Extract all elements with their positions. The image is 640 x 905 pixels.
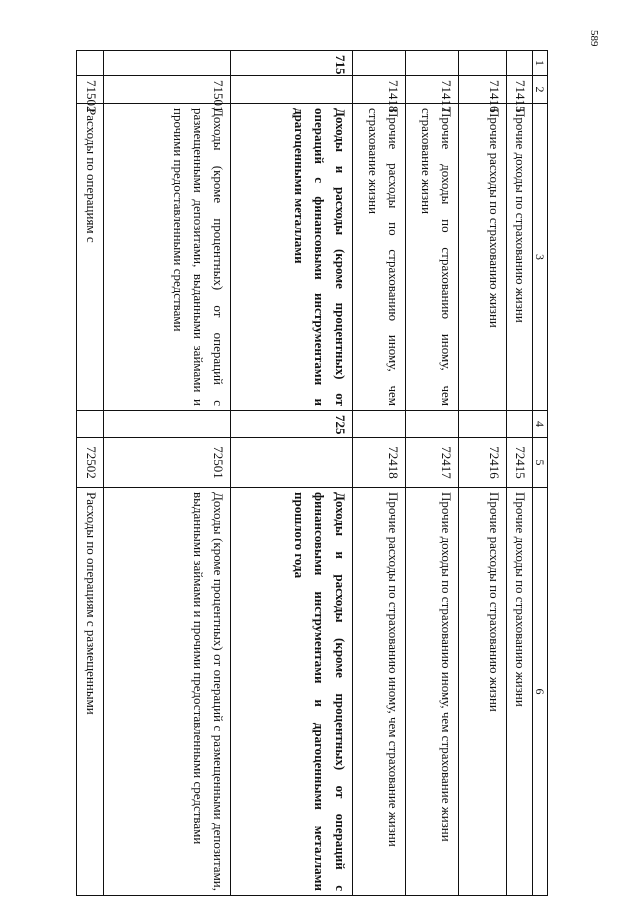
accounts-table: [76, 50, 548, 896]
section-code: 715: [231, 51, 352, 76]
account-name: Прочие расходы по страхованию жизни: [459, 104, 506, 411]
table-row: [77, 51, 104, 896]
section-code-prior: [352, 411, 405, 438]
account-code: 71501: [103, 76, 230, 104]
table-row: [352, 51, 405, 896]
account-name-prior: Прочие расходы по страхованию жизни: [459, 488, 506, 896]
account-code: [231, 76, 352, 104]
account-name-prior: Доходы и расходы (кроме процентных) от операций с финансовыми инструментами и драгоценными металлами прошлого года: [231, 488, 352, 896]
account-code-prior: 72417: [406, 438, 459, 488]
account-name: Прочие доходы по страхованию иному, чем страхование жизни: [406, 104, 459, 411]
header-cell: 6: [532, 488, 547, 896]
header-cell: 2: [532, 76, 547, 104]
account-name-prior: Прочие расходы по страхованию иному, чем страхование жизни: [352, 488, 405, 896]
section-code-prior: [406, 411, 459, 438]
header-cell: 4: [532, 411, 547, 438]
account-code-prior: 72416: [459, 438, 506, 488]
account-name-prior: Расходы по операциям с размещенными: [77, 488, 104, 896]
account-name: Доходы и расходы (кроме процентных) от операций с финансовыми инструментами и драгоценными металлами: [231, 104, 352, 411]
section-code: [506, 51, 532, 76]
header-cell: 3: [532, 104, 547, 411]
section-code-prior: [103, 411, 230, 438]
account-code: 71415: [506, 76, 532, 104]
table-row: [231, 51, 352, 896]
page-number: 589: [588, 30, 600, 47]
account-code: 71418: [352, 76, 405, 104]
account-name: Прочие доходы по страхованию жизни: [506, 104, 532, 411]
account-name: Прочие расходы по страхованию иному, чем страхование жизни: [352, 104, 405, 411]
account-name-prior: Прочие доходы по страхованию жизни: [506, 488, 532, 896]
account-name: Доходы (кроме процентных) от операций с размещенными депозитами, выданными займами и прочими предоставленными средствами: [103, 104, 230, 411]
account-code-prior: 72418: [352, 438, 405, 488]
header-row: [532, 51, 547, 896]
table-row: [459, 51, 506, 896]
section-code: [459, 51, 506, 76]
table-frame: [76, 50, 548, 895]
account-code: 71417: [406, 76, 459, 104]
section-code: [77, 51, 104, 76]
account-code: 71416: [459, 76, 506, 104]
section-code-prior: [506, 411, 532, 438]
table-row: [506, 51, 532, 896]
account-code: 71502: [77, 76, 104, 104]
section-code: [352, 51, 405, 76]
section-code: [406, 51, 459, 76]
account-name: Расходы по операциям с: [77, 104, 104, 411]
header-cell: 5: [532, 438, 547, 488]
section-code-prior: [459, 411, 506, 438]
account-code-prior: 72502: [77, 438, 104, 488]
account-code-prior: 72415: [506, 438, 532, 488]
account-name-prior: Прочие доходы по страхованию иному, чем страхование жизни: [406, 488, 459, 896]
table-row: [406, 51, 459, 896]
account-name-prior: Доходы (кроме процентных) от операций с размещенными депозитами, выданными займами и прочими предоставленными средствами: [103, 488, 230, 896]
header-cell: 1: [532, 51, 547, 76]
account-code-prior: 72501: [103, 438, 230, 488]
account-code-prior: [231, 438, 352, 488]
section-code-prior: 725: [231, 411, 352, 438]
section-code-prior: [77, 411, 104, 438]
table-row: [103, 51, 230, 896]
section-code: [103, 51, 230, 76]
